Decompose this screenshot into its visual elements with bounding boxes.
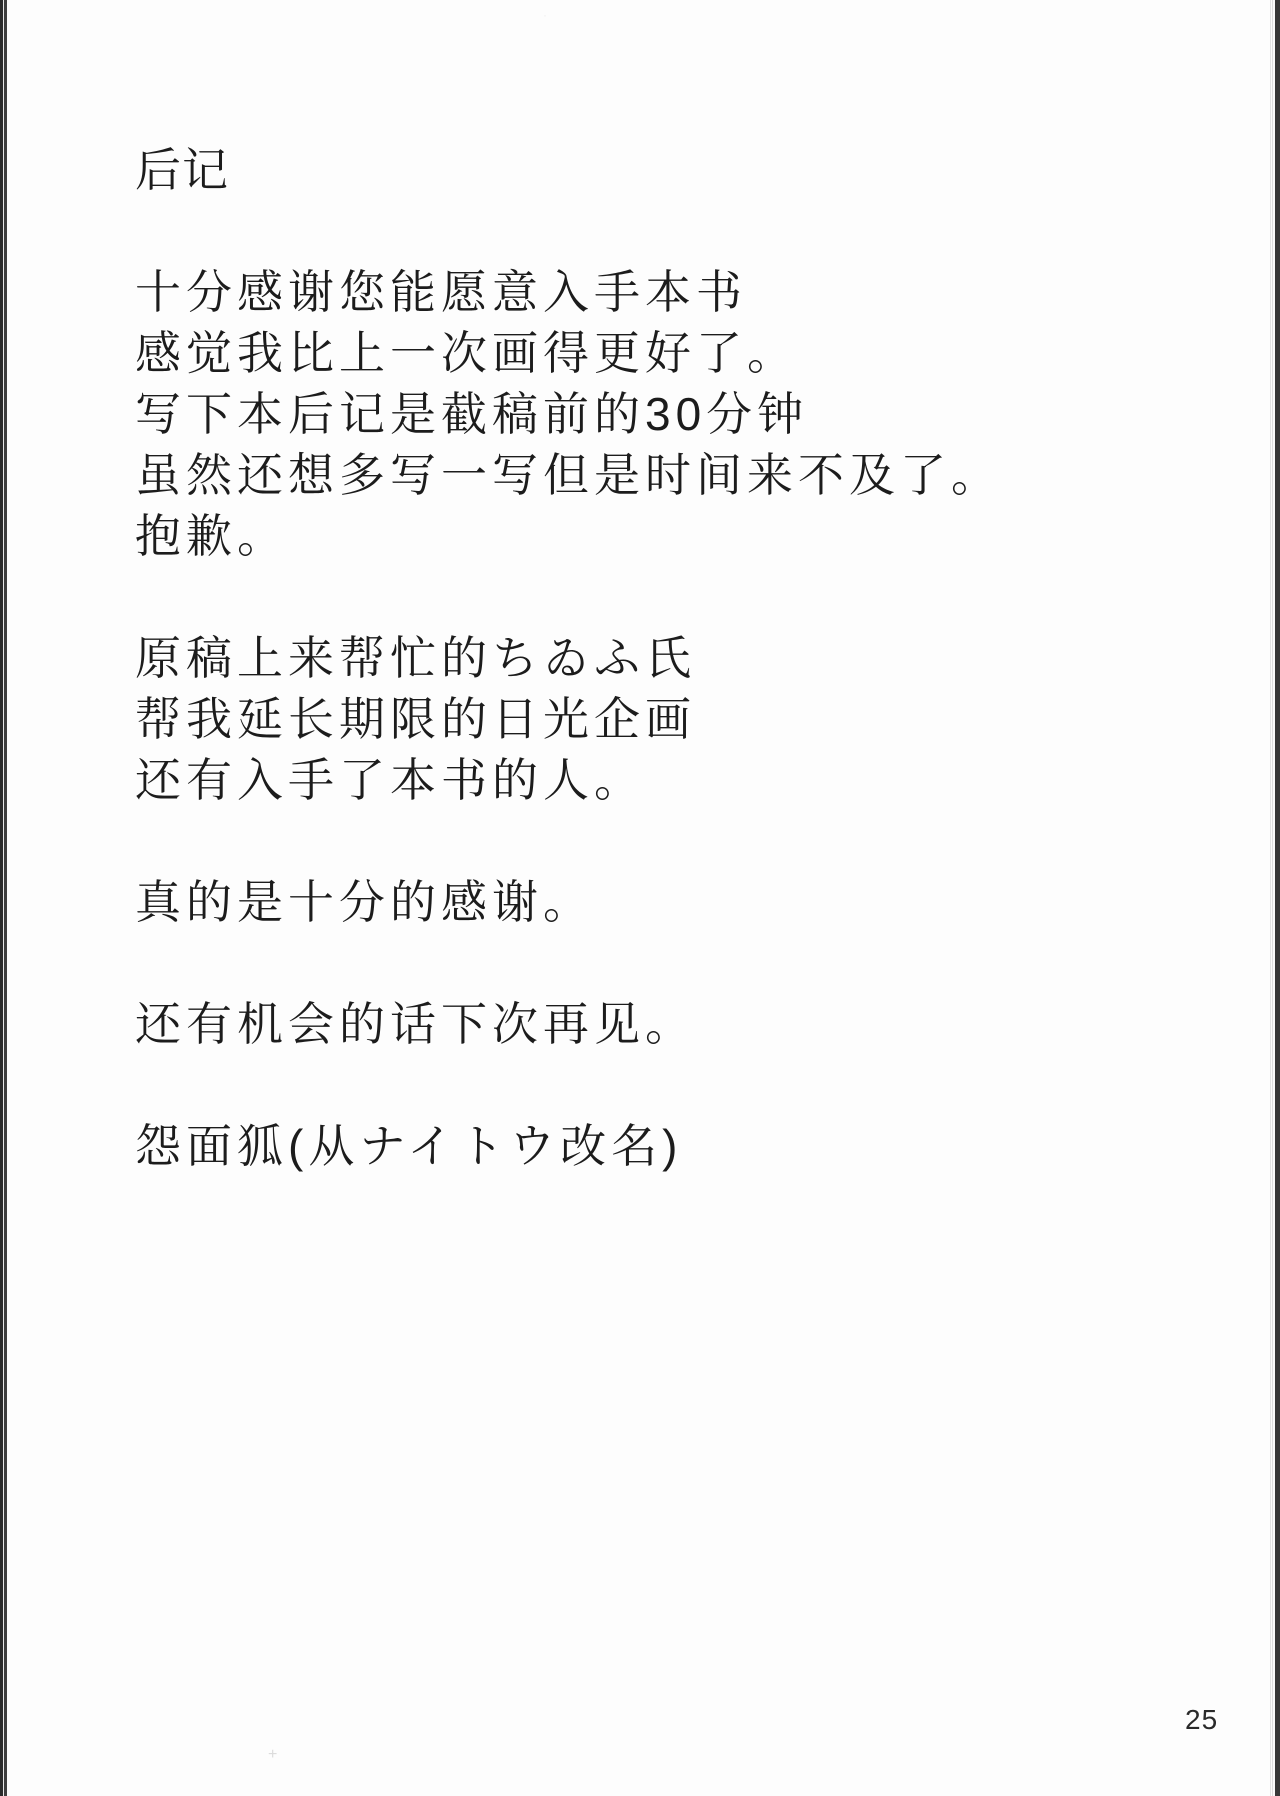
text-line: 感觉我比上一次画得更好了。: [135, 327, 798, 379]
text-line: 还有机会的话下次再见。: [135, 998, 696, 1050]
text-line: 原稿上来帮忙的ちゐふ氏: [135, 632, 696, 684]
blank-line: [135, 1055, 1215, 1116]
text-line: 虽然还想多写一写但是时间来不及了。: [135, 449, 1002, 501]
scan-edge-faint-line: [1270, 0, 1271, 1796]
page-title: 后记: [135, 144, 229, 196]
blank-line: [135, 201, 1215, 262]
text-line: 十分感谢您能愿意入手本书: [135, 266, 747, 318]
text-line: 真的是十分的感谢。: [135, 876, 594, 928]
blank-line: [135, 933, 1215, 994]
scan-artifact-smudge: ·: [543, 8, 547, 22]
scan-edge-right: [1272, 0, 1280, 1796]
text-line: 怨面狐(从ナイトウ改名): [135, 1120, 683, 1172]
scan-artifact-plus: +: [268, 1746, 278, 1763]
scan-edge-left: [0, 0, 7, 1796]
text-line: 抱歉。: [135, 510, 288, 562]
blank-line: [135, 811, 1215, 872]
blank-line: [135, 567, 1215, 628]
text-line: 写下本后记是截稿前的30分钟: [135, 388, 809, 440]
text-line: 帮我延长期限的日光企画: [135, 693, 696, 745]
afterword-text: [135, 140, 1215, 1177]
page-number: 25: [1185, 1704, 1219, 1735]
text-line: 还有入手了本书的人。: [135, 754, 645, 806]
